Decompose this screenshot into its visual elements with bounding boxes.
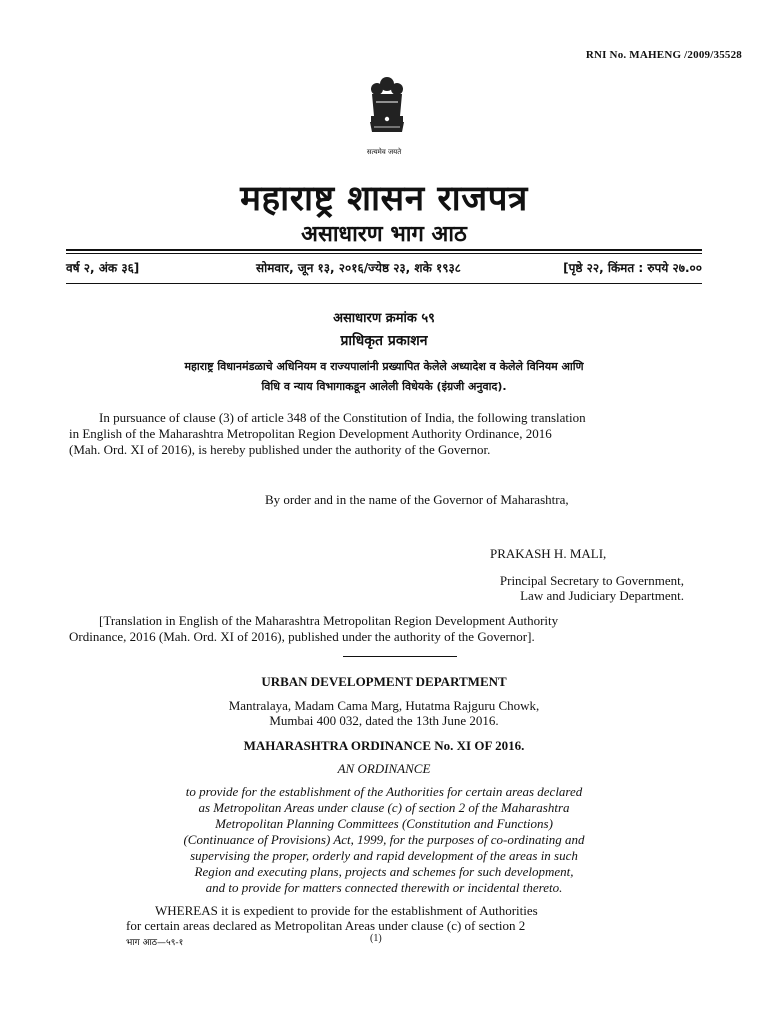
- whereas-line-2: for certain areas declared as Metropolitan Areas under clause (c) of section 2: [126, 918, 526, 933]
- translation-line-1: [Translation in English of the Maharashtra Metropolitan Region Development Authority: [99, 613, 559, 628]
- part-reference: भाग आठ—५९-१: [126, 938, 184, 948]
- section-divider: [343, 656, 457, 657]
- extraordinary-number: असाधारण क्रमांक ५९: [333, 311, 435, 326]
- pursuance-line-2: in English of the Maharashtra Metropolitan Region Development Authority Ordinance, 2016: [69, 426, 552, 441]
- translation-paragraph: [69, 613, 709, 645]
- department-heading: URBAN DEVELOPMENT DEPARTMENT: [261, 674, 507, 689]
- preamble-line: as Metropolitan Areas under clause (c) of section 2 of the Maharashtra: [198, 800, 570, 815]
- preamble-line: (Continuance of Provisions) Act, 1999, for the purposes of co-ordinating and: [183, 832, 585, 847]
- masthead-rule-top-thin: [66, 253, 702, 254]
- signatory-title-2: Law and Judiciary Department.: [520, 588, 684, 603]
- by-order-line: By order and in the name of the Governor of Maharashtra,: [265, 492, 569, 507]
- pursuance-line-1: In pursuance of clause (3) of article 348 of the Constitution of India, the following translation: [99, 410, 586, 425]
- an-ordinance-heading: AN ORDINANCE: [337, 761, 431, 776]
- issue-info-line: [66, 259, 702, 279]
- pursuance-paragraph: [69, 410, 709, 458]
- address-line-1: Mantralaya, Madam Cama Marg, Hutatma Rajguru Chowk,: [228, 698, 540, 713]
- gazette-subtitle: असाधारण भाग आठ: [301, 222, 467, 247]
- notice-description-1: महाराष्ट्र विधानमंडळाचे अधिनियम व राज्यपालांनी प्रख्यापित केलेले अध्यादेश व केलेले विनियम आणि: [184, 360, 584, 373]
- page-number: (1): [370, 933, 382, 944]
- preamble-line: Metropolitan Planning Committees (Constitution and Functions): [215, 816, 553, 831]
- preamble-line: to provide for the establishment of the Authorities for certain areas declared: [185, 784, 583, 799]
- preamble-line: supervising the proper, orderly and rapid development of the areas in such: [190, 848, 578, 863]
- pursuance-line-3: (Mah. Ord. XI of 2016), is hereby published under the authority of the Governor.: [69, 442, 491, 457]
- ordinance-preamble: [0, 784, 768, 896]
- emblem-motto: सत्यमेव जयते: [366, 148, 402, 156]
- translation-line-2: Ordinance, 2016 (Mah. Ord. XI of 2016), published under the authority of the Governor].: [69, 629, 535, 644]
- ordinance-number: MAHARASHTRA ORDINANCE No. XI OF 2016.: [243, 738, 525, 753]
- issue-date: सोमवार, जून १३, २०१६/ज्येष्ठ २३, शके १९३८: [256, 261, 461, 275]
- authorised-publication: प्राधिकृत प्रकाशन: [340, 333, 428, 349]
- address-line-2: Mumbai 400 032, dated the 13th June 2016.: [269, 713, 499, 728]
- pages-price: [पृष्ठे २२, किंमत : रुपये २७.००: [563, 261, 702, 275]
- signatory-title-1: Principal Secretary to Government,: [499, 573, 684, 588]
- issue-number: वर्ष २, अंक ३६]: [66, 261, 140, 275]
- rni-number: RNI No. MAHENG /2009/35528: [585, 49, 742, 61]
- masthead-rule-bottom: [66, 283, 702, 284]
- preamble-line: and to provide for matters connected therewith or incidental thereto.: [205, 880, 563, 895]
- whereas-line-1: WHEREAS it is expedient to provide for the establishment of Authorities: [155, 903, 538, 918]
- signatory-name: PRAKASH H. MALI,: [490, 546, 607, 561]
- preamble-line: Region and executing plans, projects and schemes for such development,: [194, 864, 574, 879]
- gazette-title: महाराष्ट्र शासन राजपत्र: [240, 179, 528, 219]
- notice-description-2: विधि व न्याय विभागाकडून आलेली विधेयके (इंग्रजी अनुवाद).: [261, 380, 507, 393]
- masthead-rule-top: [66, 249, 702, 251]
